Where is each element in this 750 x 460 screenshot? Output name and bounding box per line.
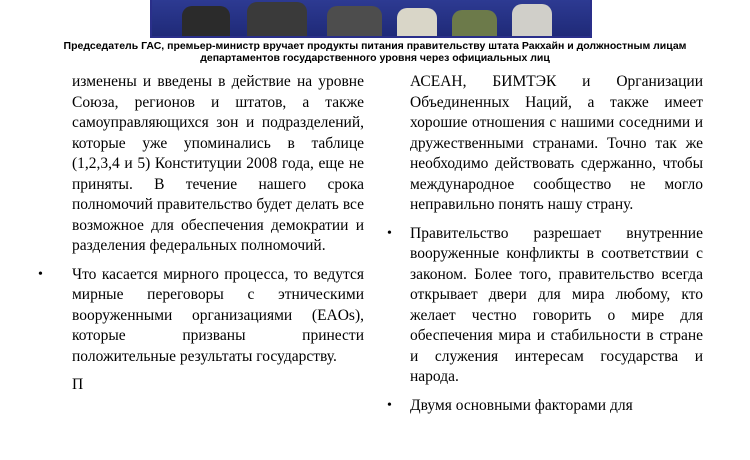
photo-figure (182, 6, 230, 36)
left-column (38, 72, 364, 404)
paragraph-text: Двумя основными факторами для (410, 396, 633, 414)
photo-figure (512, 4, 552, 36)
bullet-icon: • (387, 225, 392, 241)
bullet-icon: • (38, 266, 43, 282)
photo-figure (452, 10, 497, 36)
paragraph-text: Что касается мирного процесса, то ведутся мирные переговоры с этническими вооруженными организациями (EAOs), которые призваны принести положительные результаты государству. (72, 265, 364, 365)
paragraph: изменены и введены в действие на уровне Союза, регионов и штатов, а также самоуправляющихся зон и подразделений, которые уже упоминались в таблице (1,2,3,4 и 5) Конституции 2008 года, еще не приняты. В течение нашего срока полномочий правительство будет делать все возможное для обеспечения демократии и разделения федеральных полномочий. (72, 73, 364, 254)
bullet-paragraph (387, 224, 703, 388)
photo-figure (247, 2, 307, 36)
photo-figure (327, 6, 382, 36)
photo-caption: Председатель ГАС, премьер-министр вручает продукты питания правительству штата Ракхайн и должностным лицам департаментов государственного уровня через официальных лиц (63, 40, 687, 64)
photo-figure (397, 8, 437, 36)
news-photo (150, 0, 592, 38)
paragraph: П (72, 376, 84, 393)
bullet-icon: • (387, 397, 392, 413)
bullet-paragraph (38, 265, 364, 368)
bullet-paragraph (387, 396, 703, 417)
paragraph: АСЕАН, БИМТЭК и Организации Объединенных Наций, а также имеет хорошие отношения с нашими соседними и дружественными странами. Точно так же необходимо действовать сдержанно, чтобы международное сообщество не могло неправильно понять нашу страну. (410, 73, 703, 213)
paragraph-text: Правительство разрешает внутренние вооруженные конфликты в соответствии с законом. Более того, правительство всегда открывает двери для мира любому, кто желает честно говорить о мире для обеспечения мира и стабильности в стране и служения интересам государства и народа. (410, 224, 703, 385)
right-column (387, 72, 703, 424)
